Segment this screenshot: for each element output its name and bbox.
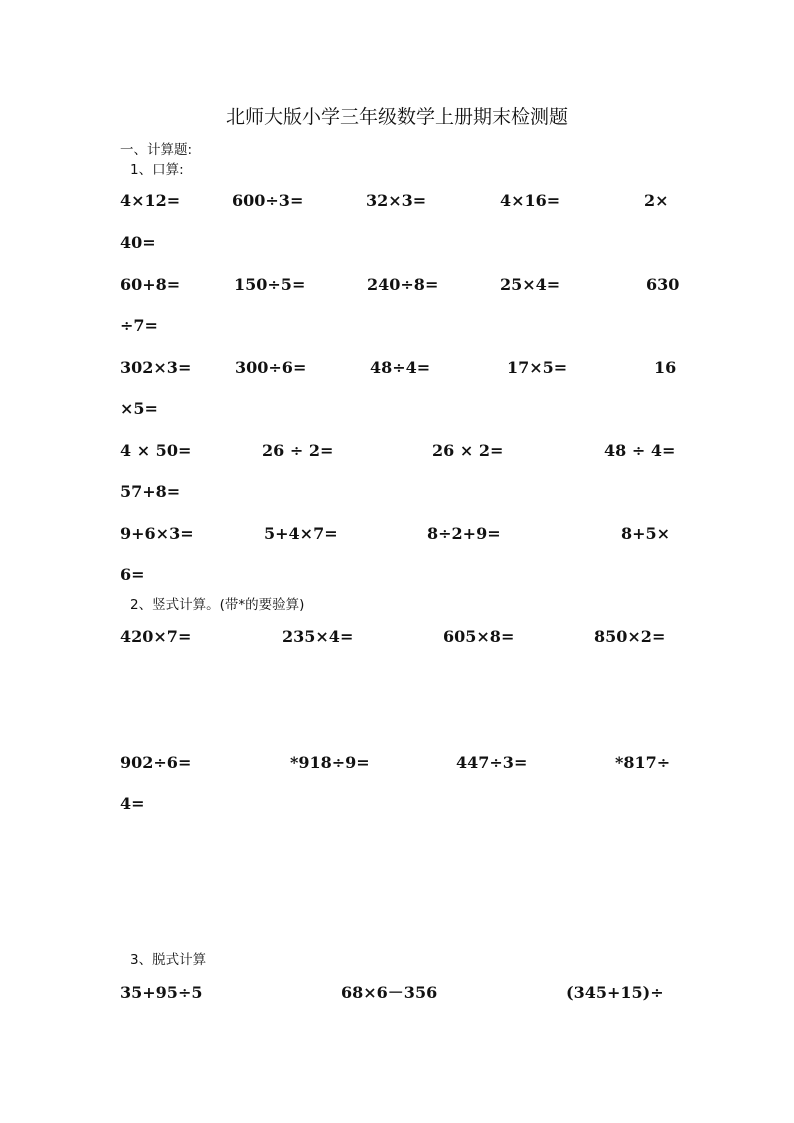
- oral-problem: 240÷8=: [367, 275, 439, 294]
- vertical-problem: 605×8=: [443, 627, 515, 646]
- stepwise-row-1: [120, 981, 680, 1005]
- oral-problem: 16: [654, 358, 677, 377]
- oral-problem: 2×: [644, 191, 669, 210]
- oral-problem: 48÷4=: [370, 358, 431, 377]
- oral-problem: 5+4×7=: [264, 524, 338, 543]
- oral-problem: 32×3=: [366, 191, 427, 210]
- oral-problem: 26 × 2=: [432, 441, 504, 460]
- vertical-problem: 420×7=: [120, 627, 192, 646]
- oral-problem: 630: [646, 275, 680, 294]
- oral-problem: 302×3=: [120, 358, 192, 377]
- oral-row-5-wrap: 6=: [120, 565, 145, 584]
- vertical-row-2: [120, 751, 680, 775]
- subsection-vertical-calculation: 2、竖式计算。(带*的要验算): [130, 597, 305, 613]
- oral-problem: 4×16=: [500, 191, 561, 210]
- oral-problem: 60+8=: [120, 275, 181, 294]
- vertical-problem: *918÷9=: [290, 753, 370, 772]
- page-title: 北师大版小学三年级数学上册期末检测题: [225, 106, 568, 128]
- oral-problem: 26 ÷ 2=: [262, 441, 334, 460]
- oral-row-2: [120, 273, 680, 297]
- oral-problem: 48 ÷ 4=: [604, 441, 676, 460]
- oral-problem: 4 × 50=: [120, 441, 192, 460]
- oral-problem: 9+6×3=: [120, 524, 194, 543]
- section-heading-calculation: 一、计算题:: [120, 142, 193, 158]
- oral-row-4-wrap: 57+8=: [120, 482, 181, 501]
- oral-row-3-wrap: ×5=: [120, 399, 158, 418]
- stepwise-problem: (345+15)÷: [566, 983, 664, 1002]
- oral-row-3: [120, 356, 680, 380]
- vertical-row-2-wrap: 4=: [120, 794, 145, 813]
- oral-problem: 8÷2+9=: [427, 524, 501, 543]
- oral-row-1-wrap: 40=: [120, 233, 156, 252]
- subsection-stepwise-calculation: 3、脱式计算: [130, 952, 207, 968]
- oral-row-1: [120, 189, 680, 213]
- vertical-row-1: [120, 625, 680, 649]
- oral-problem: 8+5×: [621, 524, 671, 543]
- oral-problem: 25×4=: [500, 275, 561, 294]
- oral-problem: 4×12=: [120, 191, 181, 210]
- oral-problem: 150÷5=: [234, 275, 306, 294]
- oral-row-5: [120, 522, 680, 546]
- oral-row-2-wrap: ÷7=: [120, 316, 158, 335]
- vertical-problem: *817÷: [615, 753, 671, 772]
- oral-row-4: [120, 439, 680, 463]
- vertical-problem: 235×4=: [282, 627, 354, 646]
- subsection-oral-calculation: 1、口算:: [130, 162, 184, 178]
- vertical-problem: 447÷3=: [456, 753, 528, 772]
- stepwise-problem: 35+95÷5: [120, 983, 203, 1002]
- stepwise-problem: 68×6－356: [341, 983, 438, 1002]
- vertical-problem: 902÷6=: [120, 753, 192, 772]
- oral-problem: 300÷6=: [235, 358, 307, 377]
- oral-problem: 17×5=: [507, 358, 568, 377]
- vertical-problem: 850×2=: [594, 627, 666, 646]
- oral-problem: 600÷3=: [232, 191, 304, 210]
